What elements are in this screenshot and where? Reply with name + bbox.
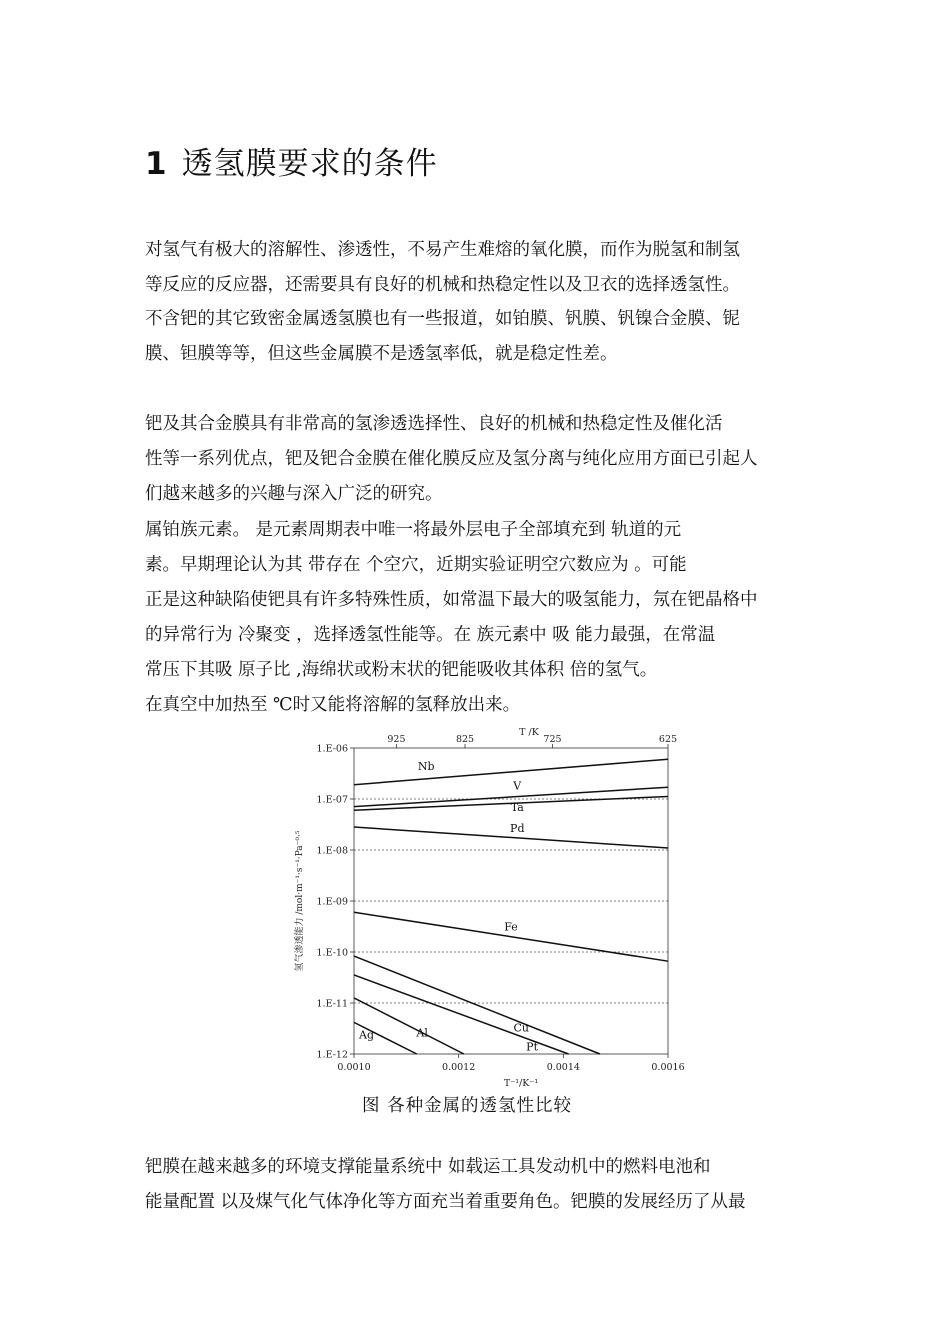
top-tick-label: 625 <box>658 734 678 745</box>
figure-caption: 图 各种金属的透氢性比较 <box>362 1096 573 1116</box>
x-tick-label: 0.0010 <box>337 1062 371 1073</box>
x-axis-title: T⁻¹/K⁻¹ <box>503 1078 539 1088</box>
series-line-cu <box>354 956 600 1054</box>
section-title: 透氢膜要求的条件 <box>181 146 438 182</box>
series-label-pd: Pd <box>510 821 525 835</box>
text-line: 常压下其吸 原子比 ,海绵状或粉末状的钯能吸收其体积 倍的氢气。 <box>145 660 658 680</box>
y-tick-label: 1.E-07 <box>316 794 348 806</box>
x-tick-label: 0.0014 <box>546 1062 580 1073</box>
y-tick-label: 1.E-10 <box>316 947 348 959</box>
text-line: 属铂族元素。 是元素周期表中唯一将最外层电子全部填充到 轨道的元 <box>145 520 682 540</box>
section-number: 1 <box>145 146 168 182</box>
text-line: 正是这种缺陷使钯具有许多特殊性质，如常温下最大的吸氢能力，氖在钯晶格中 <box>145 590 758 610</box>
text-line: 膜、钽膜等等，但这些金属膜不是透氢率低，就是稳定性差。 <box>145 344 618 364</box>
top-tick-label: 725 <box>543 734 562 745</box>
y-tick-label: 1.E-09 <box>316 896 348 908</box>
paragraph-4 <box>145 513 810 723</box>
series-label-ag: Ag <box>359 1028 375 1042</box>
x-tick-label: 0.0016 <box>651 1062 685 1073</box>
permeability-chart <box>282 722 698 1088</box>
text-line: 能量配置 以及煤气化气体净化等方面充当着重要角色。钯膜的发展经历了从最 <box>145 1192 746 1212</box>
text-line: 在真空中加热至 ℃时又能将溶解的氢释放出来。 <box>145 695 521 715</box>
text-line: 不含钯的其它致密金属透氢膜也有一些报道，如铂膜、钒膜、钒镍合金膜、铌 <box>145 309 740 329</box>
y-tick-label: 1.E-08 <box>316 845 348 857</box>
paragraph-2 <box>145 302 810 372</box>
series-line-nb <box>354 759 668 785</box>
top-axis-title: T /K <box>519 727 539 738</box>
y-axis-title: 氢气渗透能力 /mol·m⁻¹·s⁻¹·Pa⁻⁰·⁵ <box>295 830 305 972</box>
series-line-al <box>354 998 464 1054</box>
text-line: 等反应的反应器，还需要具有良好的机械和热稳定性以及卫衣的选择透氢性。 <box>145 275 740 295</box>
text-line: 钯膜在越来越多的环境支撑能量系统中 如载运工具发动机中的燃料电池和 <box>145 1157 711 1177</box>
y-tick-label: 1.E-12 <box>316 1049 348 1061</box>
series-label-ta: Ta <box>510 801 524 815</box>
text-line: 对氢气有极大的溶解性、渗透性，不易产生难熔的氧化膜，而作为脱氢和制氢 <box>145 240 740 260</box>
series-label-fe: Fe <box>504 920 518 934</box>
paragraph-5 <box>145 1150 810 1220</box>
text-line: 素。早期理论认为其 带存在 个空穴，近期实验证明空穴数应为 。可能 <box>145 555 687 575</box>
series-label-cu: Cu <box>513 1021 530 1035</box>
permeability-chart-figure <box>282 722 698 1088</box>
top-tick-label: 925 <box>387 734 406 745</box>
series-label-nb: Nb <box>417 759 435 773</box>
paragraph-3 <box>145 407 810 512</box>
x-tick-label: 0.0012 <box>442 1062 476 1073</box>
paragraph-1 <box>145 233 810 303</box>
series-line-fe <box>354 912 668 961</box>
text-line: 的异常行为 冷聚变 ，选择透氢性能等。在 族元素中 吸 能力最强，在常温 <box>145 625 716 645</box>
series-label-al: Al <box>416 1026 428 1040</box>
text-line: 性等一系列优点，钯及钯合金膜在催化膜反应及氢分离与纯化应用方面已引起人 <box>145 449 758 469</box>
series-label-pt: Pt <box>526 1040 539 1054</box>
top-tick-label: 825 <box>455 734 475 745</box>
y-tick-label: 1.E-06 <box>316 743 348 755</box>
text-line: 钯及其合金膜具有非常高的氢渗透选择性、良好的机械和热稳定性及催化活 <box>145 414 723 434</box>
text-line: 们越来越多的兴趣与深入广泛的研究。 <box>145 484 443 504</box>
series-label-v: V <box>513 779 522 793</box>
section-heading <box>145 138 438 183</box>
y-tick-label: 1.E-11 <box>316 998 348 1010</box>
